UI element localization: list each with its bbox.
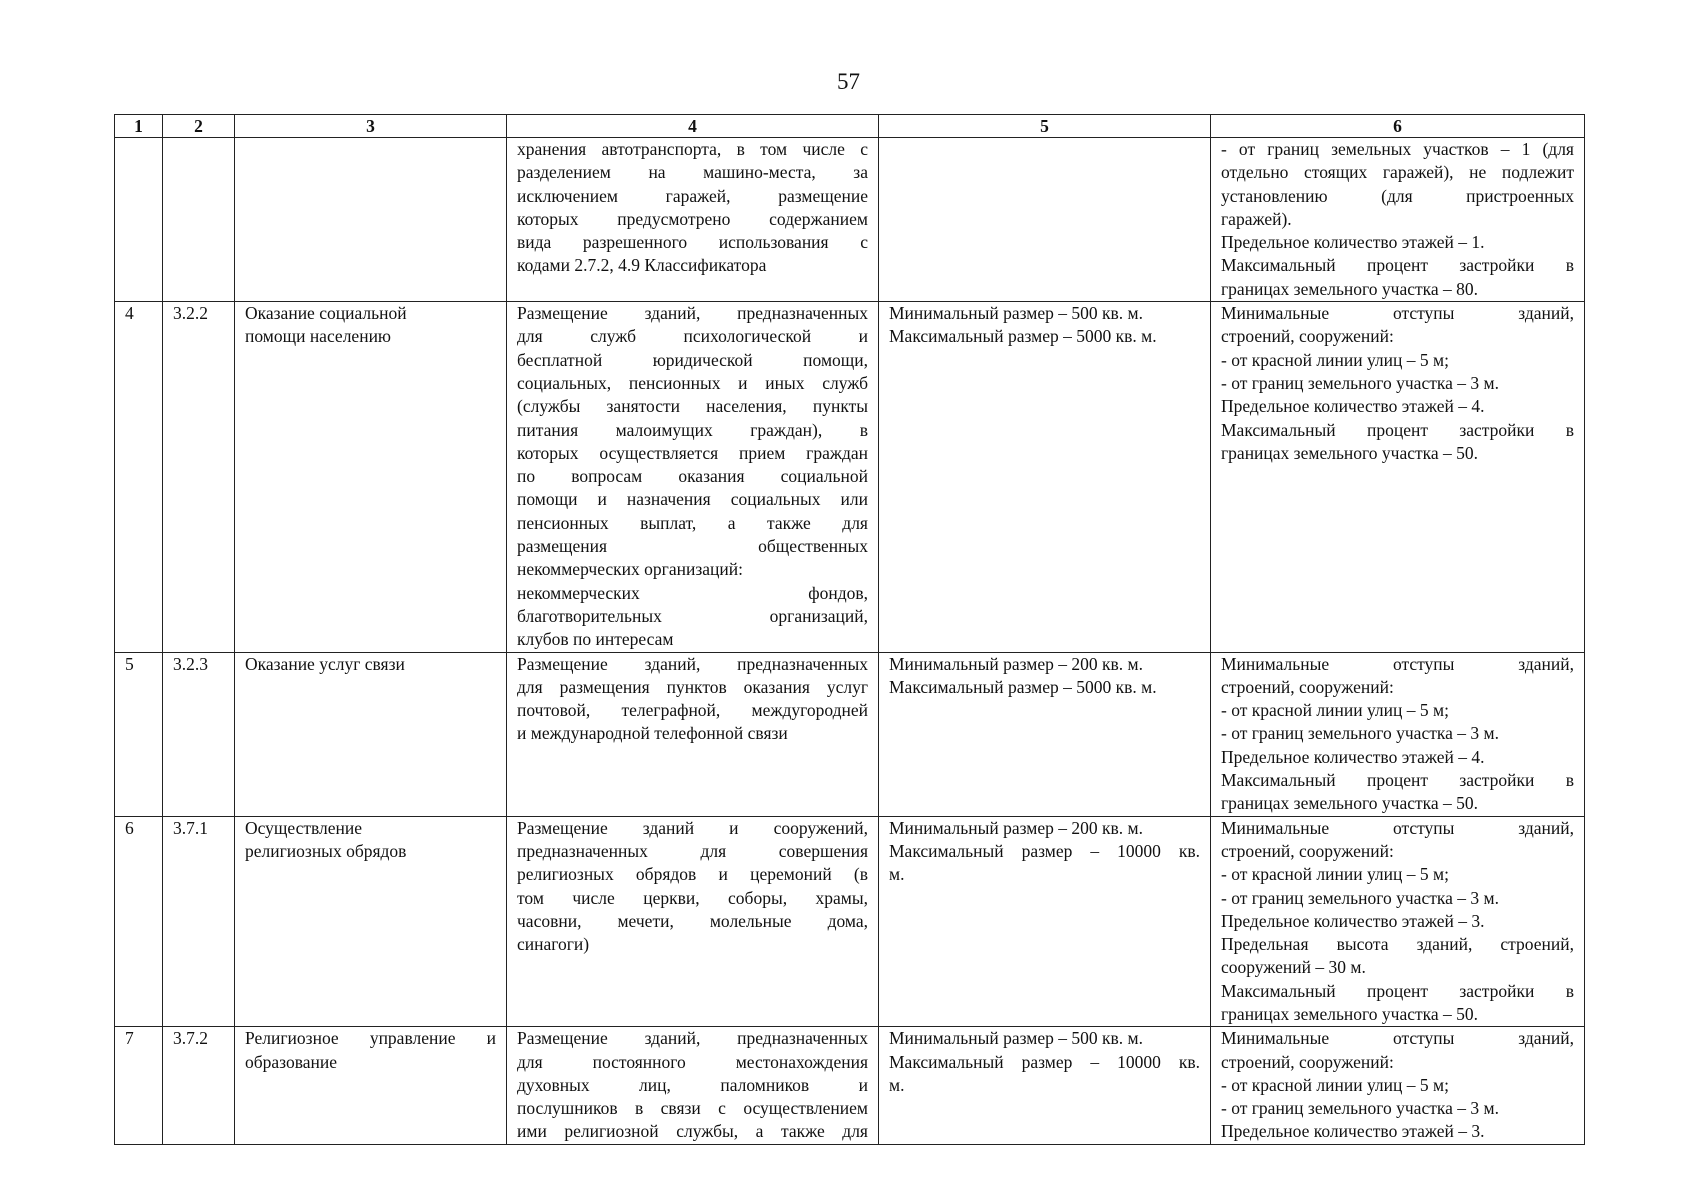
text-line: границах земельного участка – 50. <box>1221 793 1479 814</box>
text-line: Размещение зданий, предназначенных <box>517 303 868 324</box>
table-body <box>115 138 1585 1145</box>
text-line: часовни, мечети, молельные дома, <box>517 910 868 931</box>
building-params-cell <box>1211 302 1585 652</box>
text-line: Максимальный процент застройки в <box>1221 980 1574 1001</box>
description-cell <box>507 138 879 302</box>
text-line: духовных лиц, паломников и <box>517 1074 868 1095</box>
text-line: Максимальный размер – 5000 кв. м. <box>889 326 1157 347</box>
text-line: социальных, пенсионных и иных служб <box>517 372 868 393</box>
building-params-cell <box>1211 1027 1585 1144</box>
plot-size-cell <box>879 138 1211 302</box>
text-line: строений, сооружений: <box>1221 840 1394 861</box>
column-header-3: 3 <box>235 115 507 138</box>
building-params-cell <box>1211 138 1585 302</box>
classifier-code-cell: 3.2.2 <box>163 302 235 652</box>
row-number-cell: 4 <box>115 302 163 652</box>
text-line: клубов по интересам <box>517 629 674 650</box>
text-line: Минимальный размер – 500 кв. м. <box>889 303 1143 324</box>
text-line: - от красной линии улиц – 5 м; <box>1221 1074 1449 1095</box>
classifier-code-cell <box>163 138 235 302</box>
row-number-cell: 7 <box>115 1027 163 1144</box>
building-params-cell <box>1211 652 1585 816</box>
description-cell <box>507 1027 879 1144</box>
text-line: предназначенных для совершения <box>517 840 868 861</box>
text-line: Предельное количество этажей – 3. <box>1221 1121 1485 1142</box>
text-line: Предельное количество этажей – 3. <box>1221 910 1485 931</box>
plot-size-cell <box>879 816 1211 1027</box>
text-line: Минимальный размер – 500 кв. м. <box>889 1028 1143 1049</box>
description-cell <box>507 652 879 816</box>
text-line: границах земельного участка – 80. <box>1221 278 1479 299</box>
text-line: религиозных обрядов <box>245 840 407 861</box>
description-cell <box>507 816 879 1027</box>
text-line: Максимальный процент застройки в <box>1221 770 1574 791</box>
text-line: (службы занятости населения, пункты <box>517 396 868 417</box>
text-line: для служб психологической и <box>517 326 868 347</box>
text-line: Минимальный размер – 200 кв. м. <box>889 653 1143 674</box>
text-line: Предельное количество этажей – 4. <box>1221 396 1485 417</box>
text-line: питания малоимущих граждан), в <box>517 419 868 440</box>
text-line: - от красной линии улиц – 5 м; <box>1221 864 1449 885</box>
text-line: Минимальные отступы зданий, <box>1221 303 1574 324</box>
text-line: которых предусмотрено содержанием <box>517 208 868 229</box>
table-row <box>115 652 1585 816</box>
plot-size-cell <box>879 302 1211 652</box>
description-cell <box>507 302 879 652</box>
text-line: - от границ земельных участков – 1 (для <box>1221 139 1574 159</box>
text-line: Максимальный процент застройки в <box>1221 255 1574 276</box>
text-line: том числе церкви, соборы, храмы, <box>517 887 868 908</box>
text-line: Минимальный размер – 200 кв. м. <box>889 817 1143 838</box>
text-line: строений, сооружений: <box>1221 676 1394 697</box>
text-line: размещения общественных <box>517 536 868 557</box>
text-line: Максимальный процент застройки в <box>1221 419 1574 440</box>
text-line: для постоянного местонахождения <box>517 1051 868 1072</box>
text-line: отдельно стоящих гаражей), не подлежит <box>1221 162 1574 183</box>
text-line: хранения автотранспорта, в том числе с <box>517 139 868 159</box>
text-line: разделением на машино-места, за <box>517 162 868 183</box>
text-line: Размещение зданий, предназначенных <box>517 653 868 674</box>
text-line: границах земельного участка – 50. <box>1221 442 1479 463</box>
text-line: - от границ земельного участка – 3 м. <box>1221 1098 1499 1119</box>
text-line: Размещение зданий, предназначенных <box>517 1028 868 1049</box>
column-header-2: 2 <box>163 115 235 138</box>
text-line: гаражей). <box>1221 208 1292 229</box>
text-line: ими религиозной службы, а также для <box>517 1121 868 1142</box>
table-row <box>115 302 1585 652</box>
text-line: помощи населению <box>245 326 392 347</box>
text-line: кодами 2.7.2, 4.9 Классификатора <box>517 255 767 276</box>
text-line: помощи и назначения социальных или <box>517 489 868 510</box>
text-line: Оказание услуг связи <box>245 653 405 674</box>
text-line: вида разрешенного использования с <box>517 232 868 253</box>
table-row <box>115 138 1585 302</box>
text-line: благотворительных организаций, <box>517 605 868 626</box>
text-line: бесплатной юридической помощи, <box>517 349 868 370</box>
text-line: Оказание социальной <box>245 303 407 324</box>
row-number-cell <box>115 138 163 302</box>
text-line: некоммерческих организаций: <box>517 559 743 580</box>
text-line: м. <box>889 864 905 885</box>
plot-size-cell <box>879 652 1211 816</box>
use-type-name-cell <box>235 138 507 302</box>
header-row <box>115 115 1585 138</box>
table-row <box>115 816 1585 1027</box>
land-use-table <box>114 114 1585 1145</box>
column-header-6: 6 <box>1211 115 1585 138</box>
text-line: Минимальные отступы зданий, <box>1221 1028 1574 1049</box>
text-line: границах земельного участка – 50. <box>1221 1003 1479 1024</box>
text-line: Минимальные отступы зданий, <box>1221 817 1574 838</box>
column-header-4: 4 <box>507 115 879 138</box>
column-header-5: 5 <box>879 115 1211 138</box>
text-line: - от границ земельного участка – 3 м. <box>1221 887 1499 908</box>
text-line: Максимальный размер – 10000 кв. <box>889 840 1200 861</box>
classifier-code-cell: 3.7.1 <box>163 816 235 1027</box>
use-type-name-cell <box>235 1027 507 1144</box>
use-type-name-cell <box>235 816 507 1027</box>
text-line: исключением гаражей, размещение <box>517 185 868 206</box>
classifier-code-cell: 3.7.2 <box>163 1027 235 1144</box>
column-header-1: 1 <box>115 115 163 138</box>
text-line: Предельное количество этажей – 1. <box>1221 232 1485 253</box>
row-number-cell: 5 <box>115 652 163 816</box>
text-line: - от границ земельного участка – 3 м. <box>1221 723 1499 744</box>
text-line: почтовой, телеграфной, междугородней <box>517 700 868 721</box>
text-line: Осуществление <box>245 817 363 838</box>
plot-size-cell <box>879 1027 1211 1144</box>
text-line: по вопросам оказания социальной <box>517 466 868 487</box>
text-line: религиозных обрядов и церемоний (в <box>517 864 868 885</box>
row-number-cell: 6 <box>115 816 163 1027</box>
text-line: сооружений – 30 м. <box>1221 957 1366 978</box>
text-line: установлению (для пристроенных <box>1221 185 1574 206</box>
text-line: - от красной линии улиц – 5 м; <box>1221 349 1449 370</box>
text-line: строений, сооружений: <box>1221 326 1394 347</box>
text-line: - от красной линии улиц – 5 м; <box>1221 700 1449 721</box>
text-line: Размещение зданий и сооружений, <box>517 817 868 838</box>
text-line: которых осуществляется прием граждан <box>517 442 868 463</box>
text-line: строений, сооружений: <box>1221 1051 1394 1072</box>
text-line: Предельная высота зданий, строений, <box>1221 934 1574 955</box>
classifier-code-cell: 3.2.3 <box>163 652 235 816</box>
text-line: Религиозное управление и <box>245 1028 496 1049</box>
text-line: пенсионных выплат, а также для <box>517 512 868 533</box>
table-row <box>115 1027 1585 1144</box>
text-line: Минимальные отступы зданий, <box>1221 653 1574 674</box>
text-line: синагоги) <box>517 934 590 955</box>
text-line: Максимальный размер – 5000 кв. м. <box>889 676 1157 697</box>
text-line: м. <box>889 1074 905 1095</box>
text-line: Предельное количество этажей – 4. <box>1221 746 1485 767</box>
text-line: для размещения пунктов оказания услуг <box>517 676 868 697</box>
page-number: 57 <box>837 69 860 94</box>
text-line: Максимальный размер – 10000 кв. <box>889 1051 1200 1072</box>
building-params-cell <box>1211 816 1585 1027</box>
text-line: послушников в связи с осуществлением <box>517 1098 868 1119</box>
text-line: некоммерческих фондов, <box>517 582 868 603</box>
text-line: - от границ земельного участка – 3 м. <box>1221 372 1499 393</box>
use-type-name-cell <box>235 302 507 652</box>
text-line: и международной телефонной связи <box>517 723 788 744</box>
text-line: образование <box>245 1051 338 1072</box>
use-type-name-cell <box>235 652 507 816</box>
